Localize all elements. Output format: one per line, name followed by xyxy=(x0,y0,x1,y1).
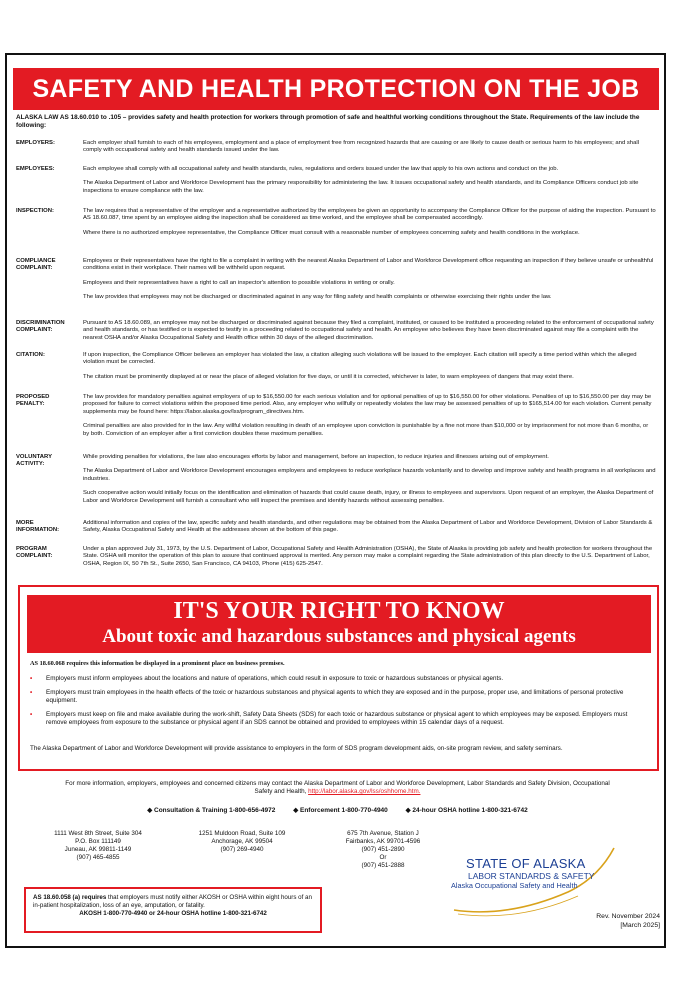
section-label: INSPECTION: xyxy=(16,208,54,214)
address-fairbanks: 675 7th Avenue, Station J Fairbanks, AK 99701-4596 (907) 451-2890 Or (907) 451-2888 xyxy=(345,830,421,869)
notice-phones: AKOSH 1-800-770-4940 or 24-hour OSHA hotline 1-800-321-6742 xyxy=(79,909,267,917)
section-paragraph: The Alaska Department of Labor and Workforce Development has the primary responsibility for administering the law. It issues occupational safety and health standards, and its Compliance Officers conduct job site inspections to ensure compliance with the law. xyxy=(83,180,639,194)
address-anchorage: 1251 Muldoon Road, Suite 109 Anchorage, AK 99504 (907) 269-4940 xyxy=(198,830,286,853)
hotline-consultation: ◆ Consultation & Training 1-800-656-4972 xyxy=(147,807,276,814)
section-paragraph: The law provides for mandatory penalties against employers of up to $16,550.00 for each serious violation and for optional penalties of up to $16,550.00 for other violations. Penalties of up to $16,550.00 per day may be proposed for failure to correct violations within the proposed time period. Also, any employer who willfully or repeatedly violates the law may be assessed penalties of up to $165,514.00 for each violation. Current penalty supplements may be found here: https://labor.alaska.gov/lss/program_directives.htm. xyxy=(83,394,652,415)
section-paragraph: The law requires that a representative of the employer and a representative authorized by the employees be given an opportunity to accompany the Compliance Officer for the purpose of aiding the inspection. Pursuant to AS 18.60.087, time spent by an employee aiding the inspection shall be considered as time worked, and the employee shall be compensated accordingly. xyxy=(83,208,656,222)
bullet-icon: • xyxy=(30,675,33,682)
section-paragraph: Under a plan approved July 31, 1973, by the U.S. Department of Labor, Occupational Safety and Health Administration (OSHA), the State of Alaska is providing job safety and health protection for workers throughout the State. OSHA will monitor the operation of this plan to assure that continued approval is merited. Any person may make a complaint regarding the State administration of this plan directly to the U.S. Department of Labor, OSHA, Region IX, 50 7th St., Suite 2650, San Francisco, CA 94103, Phone (415) 625-2547. xyxy=(83,546,653,567)
section-paragraph: The Alaska Department of Labor and Workforce Development encourages employers and employees to reduce workplace hazards voluntarily and to develop and improve safety and health programs in all workplaces and industries. xyxy=(83,468,656,482)
list-item: • Employers must train employees in the health effects of the toxic or hazardous substances and physical agents to which they are exposed and in the purpose, proper use, and limitations of personal protective equipment. xyxy=(30,689,624,704)
right-to-know-requirement: AS 18.60.068 requires this information be displayed in a prominent place on business premises. xyxy=(30,660,285,667)
hotline-osha: ◆ 24-hour OSHA hotline 1-800-321-6742 xyxy=(405,807,528,814)
section-paragraph: The citation must be prominently displayed at or near the place of alleged violation for five days, or until it is corrected, whichever is later, to warn employees of dangers that may exist there. xyxy=(83,373,574,380)
right-to-know-subtitle: About toxic and hazardous substances and physical agents xyxy=(102,626,576,647)
section-label: COMPLIANCE COMPLAINT: xyxy=(16,258,56,272)
list-item: • Employers must inform employees about the locations and nature of operations, which could result in exposure to toxic or hazardous substances or physical agents. xyxy=(30,675,504,682)
section-label: VOLUNTARY ACTIVITY: xyxy=(16,454,52,468)
address-juneau: 1111 West 8th Street, Suite 304 P.O. Box 111149 Juneau, AK 99811-1149 (907) 465-4855 xyxy=(54,830,142,861)
section-paragraph: Criminal penalties are also provided for in the law. Any willful violation resulting in death of an employee upon conviction is punishable by a fine not more than $10,000 or by imprisonment for not more than 6 months, or by both. Conviction of an employer after a first conviction doubles these maximum penalties. xyxy=(83,423,649,437)
section-label: EMPLOYERS: xyxy=(16,140,55,146)
notice-text: that employers must notify either AKOSH or OSHA within eight hours of an in-patient hospitalization, loss of an eye, amputation, or fatality. xyxy=(33,894,312,909)
list-item: • Employers must keep on file and make available during the work-shift, Safety Data Sheets (SDS) for each toxic or hazardous substance or physical agent to which employees may be exposed. Employers must remove employees from exposure to the substance or physical agent if an SDS cannot be obtained and provided to employees within 15 calendar days of a request. xyxy=(30,711,628,726)
logo-line-1: STATE OF ALASKA xyxy=(466,856,586,871)
section-paragraph: Where there is no authorized employee representative, the Compliance Officer must consult with a reasonable number of employees concerning safety and health conditions in the workplace. xyxy=(83,229,580,236)
logo-line-2: LABOR STANDARDS & SAFETY xyxy=(468,871,595,881)
intro-statement: ALASKA LAW AS 18.60.010 to .105 – provides safety and health protection for workers through promotion of safe and healthful working conditions throughout the State. Requirements of the law include the following: xyxy=(16,114,640,129)
right-to-know-header xyxy=(27,595,651,653)
right-to-know-title: IT'S YOUR RIGHT TO KNOW xyxy=(173,598,505,624)
section-label: DISCRIMINATION COMPLAINT: xyxy=(16,320,65,334)
bullet-icon: • xyxy=(30,711,33,718)
revision-date: Rev. November 2024 [March 2025] xyxy=(596,913,660,929)
right-to-know-list xyxy=(30,675,650,733)
section-paragraph: Each employer shall furnish to each of his employees, employment and a place of employment free from recognized hazards that are causing or are likely to cause death or serious harm to his employees; and shall comply with occupational safety and health standards issued under the law. xyxy=(83,140,639,154)
hotline-list xyxy=(60,806,615,814)
section-paragraph: Pursuant to AS 18.60.089, an employee may not be discharged or discriminated against because they filed a complaint, instituted, or caused to be instituted a proceeding related to the enforcement of occupational safety and health standards, or has testified or is expected to testify in a proceeding related to occupational safety and health. An employee who believes they have been discriminated against may file a complaint with the nearest OSHA and/or Alaska Occupational Safety and Health office within 30 days of the alleged discrimination. xyxy=(83,320,654,341)
logo-line-3: Alaska Occupational Safety and Health xyxy=(451,881,578,890)
hospitalization-notice xyxy=(24,887,322,933)
contact-info xyxy=(60,780,615,796)
section-paragraph: If upon inspection, the Compliance Officer believes an employer has violated the law, a citation alleging such violations will be issued to the employer. Each citation will specify a time period within which the alleged violation must be corrected. xyxy=(83,352,637,366)
section-paragraph: Such cooperative action would initially focus on the identification and elimination of hazards that could cause death, injury, or illness to employees and supervisors. Upon request of an employer, the Alaska Department of Labor and Workforce Development will furnish a consultant who will inspect the premises and identify hazards without assessing penalties. xyxy=(83,490,654,504)
section-paragraph: While providing penalties for violations, the law also encourages efforts by labor and management, before an inspection, to reduce injuries and illnesses arising out of employment. xyxy=(83,454,549,460)
contact-text: For more information, employers, employees and concerned citizens may contact the Alaska Department of Labor and Workforce Development, Labor Standards and Safety Division, Occupational Safety and Health, xyxy=(65,780,610,795)
state-of-alaska-logo xyxy=(448,840,618,910)
section-paragraph: The law provides that employees may not be discharged or discriminated against in any way for filing safety and health complaints or otherwise exercising their rights under the law. xyxy=(83,294,552,301)
bullet-icon: • xyxy=(30,689,33,696)
section-paragraph: Each employee shall comply with all occupational safety and health standards, rules, regulations and orders issued under the law that apply to his own actions and conduct on the job. xyxy=(83,166,559,172)
section-paragraph: Employees or their representatives have the right to file a complaint in writing with the nearest Alaska Department of Labor and Workforce Development office requesting an inspection if they believe unsafe or unhealthful conditions exist in their workplace. Their names will be withheld upon request. xyxy=(83,258,654,272)
section-label: PROPOSED PENALTY: xyxy=(16,394,50,408)
section-paragraph: Additional information and copies of the law, specific safety and health standards, and other regulations may be obtained from the Alaska Department of Labor and Workforce Development, Division of Labor Standards & Safety, Alaska Occupational Safety and Health at the addresses shown at the bottom of this page. xyxy=(83,520,653,534)
section-paragraph: Employees and their representatives have a right to call an inspector's attention to possible violations in writing or orally. xyxy=(83,279,395,286)
right-to-know-assistance: The Alaska Department of Labor and Workforce Development will provide assistance to employers in the form of SDS program development aids, on-site program review, and safety seminars. xyxy=(30,745,563,752)
hotline-enforcement: ◆ Enforcement 1-800-770-4940 xyxy=(293,807,388,814)
section-label: CITATION: xyxy=(16,352,45,358)
poster-title-banner: SAFETY AND HEALTH PROTECTION ON THE JOB xyxy=(13,68,659,110)
section-label: MORE INFORMATION: xyxy=(16,520,60,534)
notice-lead: AS 18.60.058 (a) requires xyxy=(33,894,107,901)
section-label: EMPLOYEES: xyxy=(16,166,55,172)
section-label: PROGRAM COMPLAINT: xyxy=(16,546,53,560)
website-link[interactable]: http://labor.alaska.gov/lss/oshhome.htm. xyxy=(308,788,421,795)
